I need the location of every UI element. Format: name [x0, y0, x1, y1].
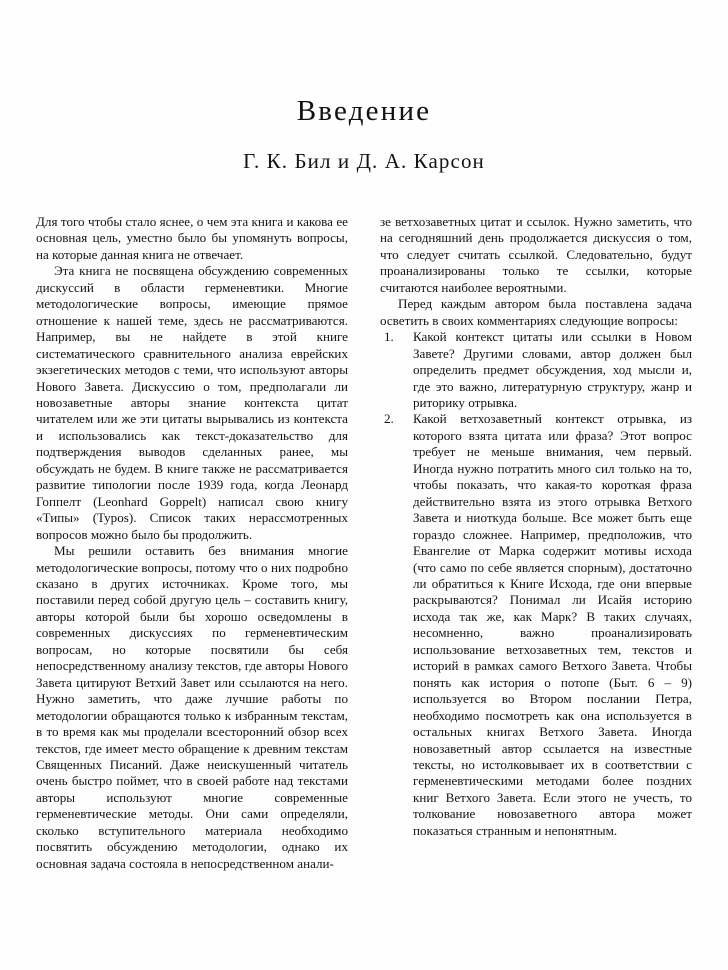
paragraph: Эта книга не посвящена обсуждению современных дискуссий в области герменевтики. Многие методологические вопросы, имеющие прямое отношение к нашей теме, здесь не рассматриваются. Например, вы не найдете в этой книге систематического сравнительного анализа еврейских экзегетических методов с теми, что используют авторы Нового Завета. Дискуссию о том, предполагали ли новозаветные авторы знание контекста цитат читателем или же эти цитаты вырывались из контекста и использовались как текст-доказательство для подтверждения выводов сделанных ранее, мы обсуждать не будем. В книге также не рассматривается развитие типологии после 1939 года, когда Леонард Гоппелт (Leonhard Goppelt) написал свою книгу «Типы» (Typos). Список таких нерассмотренных вопросов можно было бы продолжить.	[36, 263, 348, 542]
page-heading	[0, 0, 728, 173]
paragraph: Для того чтобы стало яснее, о чем эта книга и какова ее основная цель, уместно было бы упомянуть вопросы, на которые данная книга не отвечает.	[36, 214, 348, 262]
body-columns	[36, 214, 692, 872]
list-item-number: 2.	[384, 411, 394, 427]
list-item-number: 1.	[384, 329, 394, 345]
page-title: Введение	[296, 95, 432, 127]
list-item-text: Какой контекст цитаты или ссылки в Новом Завете? Другими словами, автор должен был определить предмет обсуждения, ход мысли и, где это важно, литературную структуру, жанр и риторику отрывка.	[413, 329, 692, 410]
list-item	[380, 329, 692, 411]
list-item	[380, 411, 692, 839]
paragraph: Мы решили оставить без внимания многие методологические вопросы, потому что о них подробно сказано в других источниках. Кроме того, мы поставили перед собой другую цель – составить книгу, авторы которой были бы хорошо осведомлены в современных дискуссиях по герменевтическим вопросам, но которые посвятили бы себя непосредственному анализу текстов, где авторы Нового Завета цитируют Ветхий Завет или ссылаются на него. Нужно заметить, что даже лучшие работы по методологии обращаются только к избранным текстам, в то время как мы проделали всесторонний обзор всех текстов, где имеет место обращение к древним текстам Священных Писаний. Даже неискушенный читатель очень быстро поймет, что в своей работе над текстами авторы используют многие современные герменевтические методы. Они сами определяли, сколько вступительного материала необходимо посвятить обсуждению методологии, однако их основная задача состояла в непосредственном анали-	[36, 543, 348, 871]
paragraph: Перед каждым автором была поставлена задача осветить в своих комментариях следующие вопросы:	[380, 296, 692, 328]
right-column	[380, 214, 692, 839]
list-item-text: Какой ветхозаветный контекст отрывка, из которого взята цитата или фраза? Этот вопрос требует не меньше внимания, чем первый. Иногда нужно потратить много сил только на то, чтобы показать, что какая-то короткая фраза действительно взята из этого отрывка Ветхого Завета и ниоткуда больше. Все может быть еще гораздо сложнее. Например, предположив, что Евангелие от Марка содержит мотивы исхода (что само по себе является спорным), достаточно ли обратиться к Книге Исхода, где они впервые раскрываются? Понимал ли Исайя историю исхода так же, как Марк? В таких случаях, несомненно, важно проанализировать использование ветхозаветных тем, текстов и историй в рамках самого Ветхого Завета. Чтобы понять как история о потопе (Быт. 6 – 9) используется во Втором послании Петра, необходимо посмотреть как она используется в остальных книгах Ветхого Завета. Иногда новозаветный автор ссылается на известные тексты, но истолковывает их в соответствии с герменевтическими методами более поздних книг Ветхого Завета. Если этого не учесть, то толкование новозаветного автора может показаться странным и непонятным.	[413, 411, 692, 838]
left-column	[36, 214, 348, 872]
chapter-authors: Г. К. Бил и Д. А. Карсон	[243, 148, 485, 173]
question-list	[380, 329, 692, 839]
paragraph: зе ветхозаветных цитат и ссылок. Нужно заметить, что на сегодняшний день продолжается дискуссия о том, что следует считать ссылкой. Следовательно, будут проанализированы только те ссылки, которые считаются наиболее вероятными.	[380, 214, 692, 295]
